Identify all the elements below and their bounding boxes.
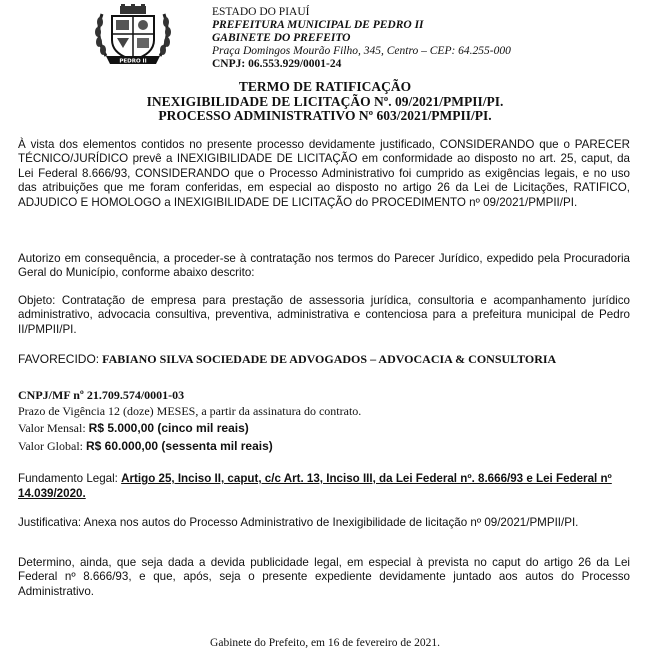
prazo-vigencia: Prazo de Vigência 12 (doze) MESES, a partir da assinatura do contrato. <box>18 404 362 418</box>
letterhead-state: ESTADO DO PIAUÍ <box>212 6 310 18</box>
letterhead <box>212 6 632 71</box>
paragraph-objeto: Objeto: Contratação de empresa para prestação de assessoria jurídica, consultoria e acompanhamento jurídico administrativo, advocacia consultiva, preventiva, administrativa e contenciosa para a prefeitura municipal de Pedro II/PMPII/PI. <box>18 294 630 336</box>
valor-global-value: R$ 60.000,00 (sessenta mil reais) <box>86 439 273 453</box>
letterhead-cnpj: CNPJ: 06.553.929/0001-24 <box>212 58 342 70</box>
letterhead-address: Praça Domingos Mourão Filho, 345, Centro – CEP: 64.255-000 <box>212 45 511 57</box>
valor-mensal-label: Valor Mensal: <box>18 421 86 435</box>
favorecido <box>18 352 630 367</box>
favorecido-label: FAVORECIDO: <box>18 352 100 366</box>
fundamento-label: Fundamento Legal: <box>18 472 118 485</box>
municipal-coat-of-arms-icon <box>92 4 174 68</box>
letterhead-gabinete: GABINETE DO PREFEITO <box>212 32 351 44</box>
paragraph-determino: Determino, ainda, que seja dada a devida publicidade legal, em especial à prevista no caput do artigo 26 da Lei Federal nº 8.666/93, e que, após, seja o presente expediente devidamente juntado aos autos do Processo Administrativo. <box>18 556 630 598</box>
title-line-2: INEXIGIBILIDADE DE LICITAÇÃO Nº. 09/2021/PMPII/PI. <box>146 93 504 109</box>
title-line-3: PROCESSO ADMINISTRATIVO Nº 603/2021/PMPII/PI. <box>158 108 492 123</box>
crest-banner-text: PEDRO II <box>119 58 147 65</box>
fundamento-reference: Artigo 25, Inciso II, caput, c/c Art. 13, Inciso III, da Lei Federal nº. 8.666/93 e Lei Federal nº 14.039/2020. <box>18 472 612 500</box>
valor-global <box>18 439 273 454</box>
document-title <box>60 80 590 124</box>
fundamento-legal <box>18 472 630 501</box>
favorecido-cnpj: CNPJ/MF nº 21.709.574/0001-03 <box>18 388 185 402</box>
favorecido-name: FABIANO SILVA SOCIEDADE DE ADVOGADOS – ADVOCACIA & CONSULTORIA <box>102 352 557 366</box>
valor-mensal-value: R$ 5.000,00 (cinco mil reais) <box>88 421 249 435</box>
valor-global-label: Valor Global: <box>18 439 83 453</box>
paragraph-considerando: À vista dos elementos contidos no presente processo devidamente justificado, CONSIDERANDO que o PARECER TÉCNICO/JURÍDICO prevê a INEXIGIBILIDADE DE LICITAÇÃO em conformidade ao disposto no art. 25, caput, da Lei Federal 8.666/93, CONSIDERANDO que o Processo Administrativo foi cumprido as exigências legais, e no uso das atribuições que me foram conferidas, em especial ao disposto no artigo 26 da Lei de Licitações, RATIFICO, ADJUDICO E HOMOLOGO a INEXIGIBILIDADE DE LICITAÇÃO do PROCEDIMENTO nº 09/2021/PMPII/PI. <box>18 138 630 209</box>
closing-line: Gabinete do Prefeito, em 16 de fevereiro de 2021. <box>210 637 440 649</box>
letterhead-prefeitura: PREFEITURA MUNICIPAL DE PEDRO II <box>212 19 424 31</box>
valor-mensal <box>18 421 249 436</box>
paragraph-justificativa: Justificativa: Anexa nos autos do Processo Administrativo de Inexigibilidade de licitação nº 09/2021/PMPII/PI. <box>18 516 579 529</box>
title-line-1: TERMO DE RATIFICAÇÃO <box>238 79 412 94</box>
paragraph-autorizo: Autorizo em consequência, a proceder-se à contratação nos termos do Parecer Jurídico, expedido pela Procuradoria Geral do Município, conforme abaixo descrito: <box>18 252 630 280</box>
